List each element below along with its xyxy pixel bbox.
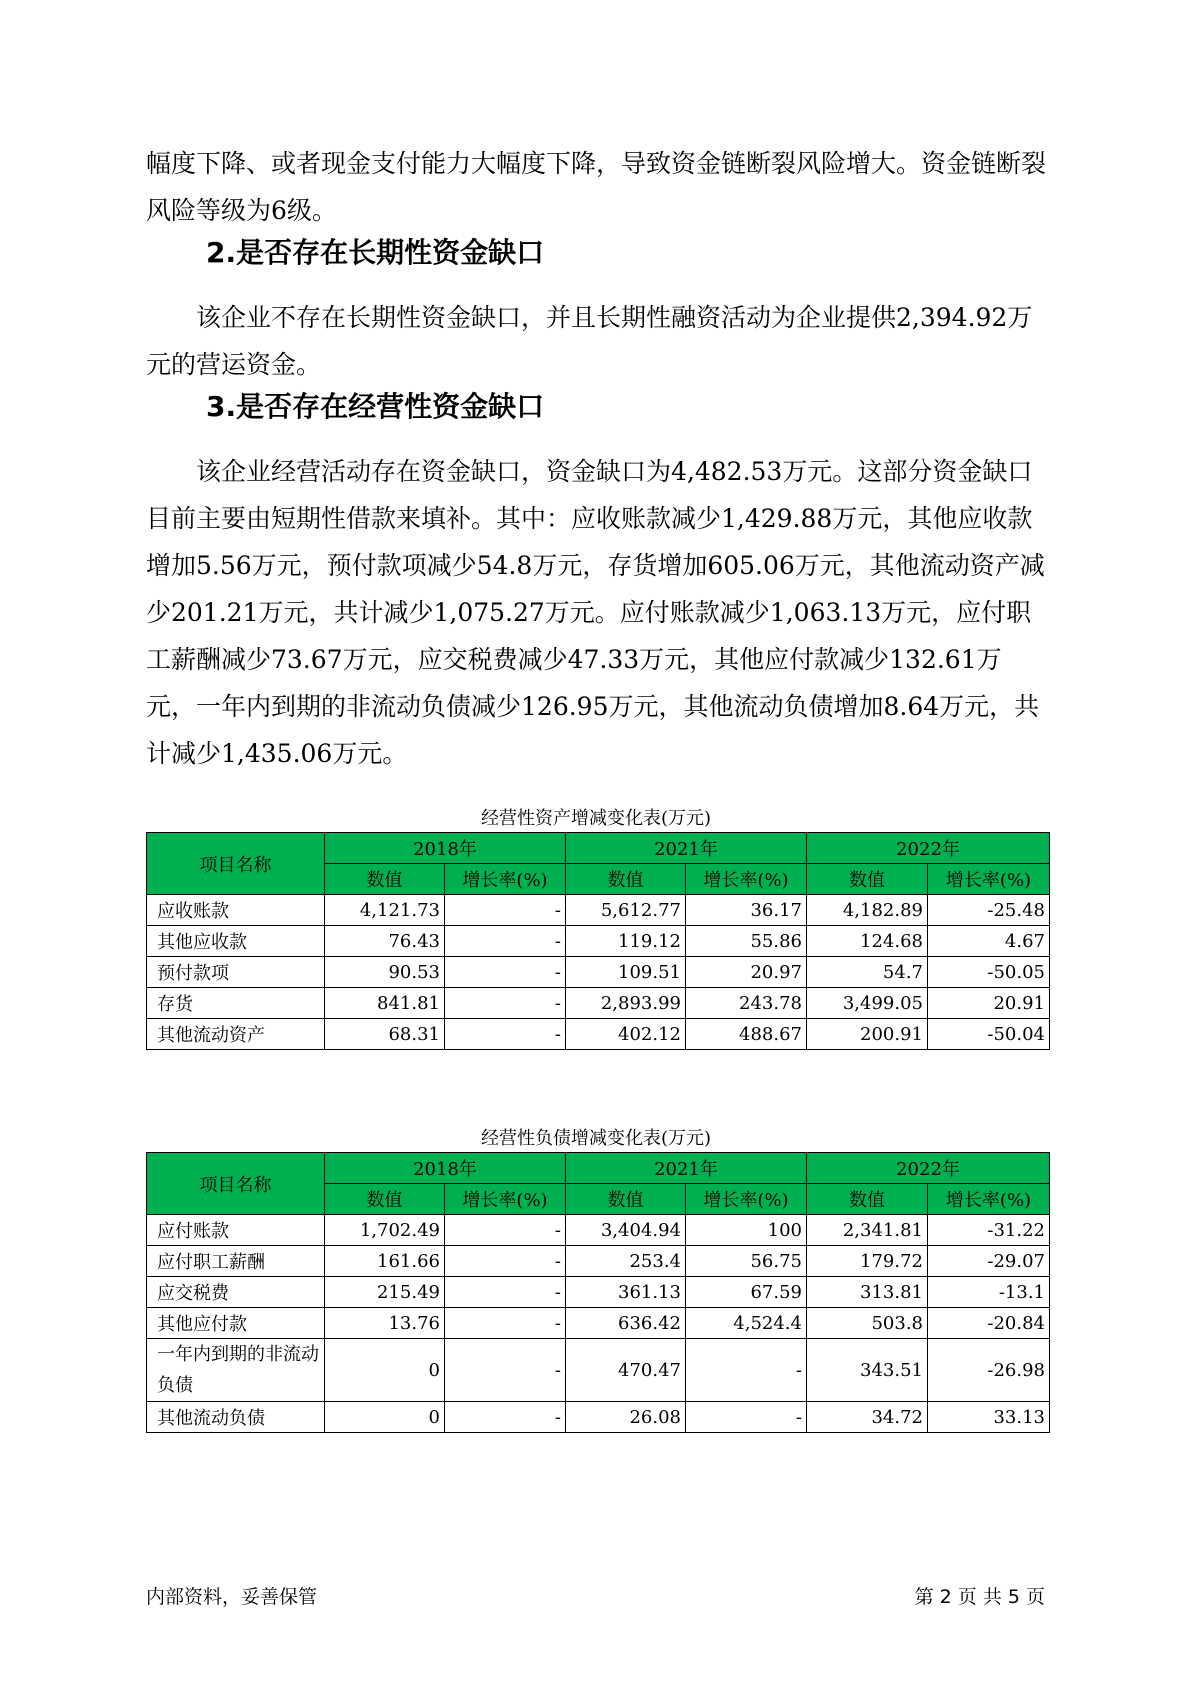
row-name: 其他应付款 xyxy=(147,1308,325,1339)
cell-value: 109.51 xyxy=(566,957,686,988)
cell-growth: -50.04 xyxy=(928,1019,1050,1050)
cell-value: 68.31 xyxy=(325,1019,445,1050)
row-name: 应付职工薪酬 xyxy=(147,1246,325,1277)
row-name: 应收账款 xyxy=(147,895,325,926)
cell-value: 4,182.89 xyxy=(807,895,928,926)
growth-header: 增长率(%) xyxy=(928,1184,1050,1215)
value-header: 数值 xyxy=(807,1184,928,1215)
table-row xyxy=(147,1277,1050,1308)
cell-growth: - xyxy=(445,957,566,988)
table-row xyxy=(147,1246,1050,1277)
growth-header: 增长率(%) xyxy=(686,864,807,895)
value-header: 数值 xyxy=(566,1184,686,1215)
table-row xyxy=(147,1308,1050,1339)
table-row xyxy=(147,988,1050,1019)
cell-growth: - xyxy=(445,895,566,926)
cell-value: 4,121.73 xyxy=(325,895,445,926)
cell-value: 13.76 xyxy=(325,1308,445,1339)
cell-value: 3,499.05 xyxy=(807,988,928,1019)
cell-growth: 36.17 xyxy=(686,895,807,926)
cell-growth: - xyxy=(445,1215,566,1246)
row-name: 应付账款 xyxy=(147,1215,325,1246)
year-header: 2018年 xyxy=(325,1153,566,1184)
row-name: 其他流动负债 xyxy=(147,1402,325,1433)
cell-value: 179.72 xyxy=(807,1246,928,1277)
value-header: 数值 xyxy=(566,864,686,895)
row-name: 存货 xyxy=(147,988,325,1019)
cell-growth: 4.67 xyxy=(928,926,1050,957)
heading-operating-gap: 3.是否存在经营性资金缺口 xyxy=(206,390,545,423)
cell-growth: - xyxy=(445,926,566,957)
cell-value: 313.81 xyxy=(807,1277,928,1308)
cell-growth: 243.78 xyxy=(686,988,807,1019)
table-row xyxy=(147,957,1050,988)
cell-value: 5,612.77 xyxy=(566,895,686,926)
footer-confidential-note: 内部资料，妥善保管 xyxy=(146,1586,318,1608)
cell-value: 200.91 xyxy=(807,1019,928,1050)
cell-growth: 56.75 xyxy=(686,1246,807,1277)
cell-growth: -26.98 xyxy=(928,1339,1050,1402)
cell-growth: 67.59 xyxy=(686,1277,807,1308)
table-row xyxy=(147,1019,1050,1050)
cell-growth: 55.86 xyxy=(686,926,807,957)
cell-value: 636.42 xyxy=(566,1308,686,1339)
growth-header: 增长率(%) xyxy=(928,864,1050,895)
cell-value: 253.4 xyxy=(566,1246,686,1277)
row-name: 一年内到期的非流动负债 xyxy=(147,1339,325,1402)
cell-growth: - xyxy=(445,1277,566,1308)
cell-growth: - xyxy=(445,1246,566,1277)
cell-growth: 4,524.4 xyxy=(686,1308,807,1339)
heading-long-term-gap: 2.是否存在长期性资金缺口 xyxy=(206,236,545,269)
value-header: 数值 xyxy=(325,864,445,895)
table1-caption: 经营性资产增减变化表(万元) xyxy=(480,808,712,829)
cell-value: 119.12 xyxy=(566,926,686,957)
growth-header: 增长率(%) xyxy=(445,864,566,895)
cell-growth: - xyxy=(445,1019,566,1050)
cell-value: 0 xyxy=(325,1339,445,1402)
growth-header: 增长率(%) xyxy=(445,1184,566,1215)
cell-growth: - xyxy=(686,1402,807,1433)
liabilities-change-table xyxy=(146,1152,1050,1433)
year-header: 2021年 xyxy=(566,833,807,864)
cell-value: 2,341.81 xyxy=(807,1215,928,1246)
cell-growth: - xyxy=(686,1339,807,1402)
cell-value: 54.7 xyxy=(807,957,928,988)
table-row xyxy=(147,1339,1050,1402)
name-header: 项目名称 xyxy=(147,1153,325,1215)
assets-change-table xyxy=(146,832,1050,1050)
cell-growth: -25.48 xyxy=(928,895,1050,926)
cell-value: 26.08 xyxy=(566,1402,686,1433)
cell-growth: -13.1 xyxy=(928,1277,1050,1308)
cell-value: 124.68 xyxy=(807,926,928,957)
page-number: 第 2 页 共 5 页 xyxy=(914,1586,1045,1608)
cell-growth: - xyxy=(445,1402,566,1433)
cell-growth: -31.22 xyxy=(928,1215,1050,1246)
cell-value: 1,702.49 xyxy=(325,1215,445,1246)
cell-value: 841.81 xyxy=(325,988,445,1019)
cell-value: 402.12 xyxy=(566,1019,686,1050)
table-row xyxy=(147,895,1050,926)
cell-growth: - xyxy=(445,1308,566,1339)
table-row xyxy=(147,926,1050,957)
cell-value: 0 xyxy=(325,1402,445,1433)
table-row xyxy=(147,1402,1050,1433)
cell-value: 161.66 xyxy=(325,1246,445,1277)
cell-growth: - xyxy=(445,1339,566,1402)
paragraph-long-term-gap: 该企业不存在长期性资金缺口，并且长期性融资活动为企业提供2,394.92万元的营运资金。 xyxy=(146,303,1033,379)
cell-value: 215.49 xyxy=(325,1277,445,1308)
cell-growth: -50.05 xyxy=(928,957,1050,988)
cell-growth: - xyxy=(445,988,566,1019)
cell-value: 361.13 xyxy=(566,1277,686,1308)
paragraph-risk-level: 幅度下降、或者现金支付能力大幅度下降，导致资金链断裂风险增大。资金链断裂风险等级为6级。 xyxy=(146,149,1047,225)
cell-growth: 33.13 xyxy=(928,1402,1050,1433)
row-name: 预付款项 xyxy=(147,957,325,988)
cell-growth: 488.67 xyxy=(686,1019,807,1050)
paragraph-operating-gap: 该企业经营活动存在资金缺口，资金缺口为4,482.53万元。这部分资金缺口目前主要由短期性借款来填补。其中：应收账款减少1,429.88万元，其他应收款增加5.56万元，预付款项减少54.8万元，存货增加605.06万元，其他流动资产减少201.21万元，共计减少1,075.27万元。应付账款减少1,063.13万元，应付职工薪酬减少73.67万元，应交税费减少47.33万元，其他应付款减少132.61万元，一年内到期的非流动负债减少126.95万元，其他流动负债增加8.64万元，共计减少1,435.06万元。 xyxy=(146,457,1045,768)
name-header: 项目名称 xyxy=(147,833,325,895)
growth-header: 增长率(%) xyxy=(686,1184,807,1215)
year-header: 2021年 xyxy=(566,1153,807,1184)
cell-growth: -20.84 xyxy=(928,1308,1050,1339)
cell-growth: 20.91 xyxy=(928,988,1050,1019)
cell-growth: 100 xyxy=(686,1215,807,1246)
value-header: 数值 xyxy=(325,1184,445,1215)
row-name: 其他应收款 xyxy=(147,926,325,957)
cell-value: 34.72 xyxy=(807,1402,928,1433)
year-header: 2022年 xyxy=(807,1153,1050,1184)
row-name: 其他流动资产 xyxy=(147,1019,325,1050)
cell-value: 503.8 xyxy=(807,1308,928,1339)
cell-value: 2,893.99 xyxy=(566,988,686,1019)
table2-caption: 经营性负债增减变化表(万元) xyxy=(480,1128,712,1149)
cell-value: 90.53 xyxy=(325,957,445,988)
cell-value: 470.47 xyxy=(566,1339,686,1402)
cell-value: 3,404.94 xyxy=(566,1215,686,1246)
row-name: 应交税费 xyxy=(147,1277,325,1308)
cell-growth: -29.07 xyxy=(928,1246,1050,1277)
cell-growth: 20.97 xyxy=(686,957,807,988)
year-header: 2022年 xyxy=(807,833,1050,864)
cell-value: 343.51 xyxy=(807,1339,928,1402)
year-header: 2018年 xyxy=(325,833,566,864)
table-row xyxy=(147,1215,1050,1246)
value-header: 数值 xyxy=(807,864,928,895)
cell-value: 76.43 xyxy=(325,926,445,957)
